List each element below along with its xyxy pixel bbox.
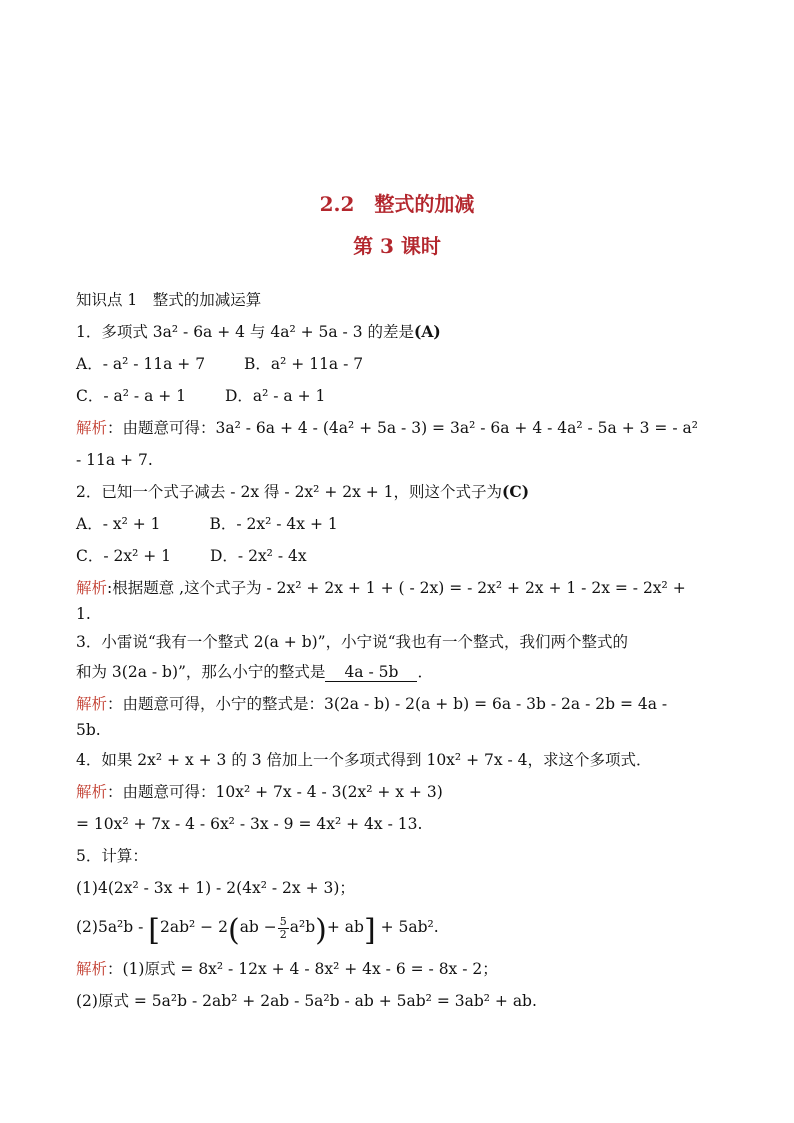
q5-solution-cont: (2)原式 = 5a²b - 2ab² + 2ab - 5a²b - ab + 5ab² = 3ab² + ab. [76,992,537,1010]
q1-option-b: B．a² + 11a - 7 [244,355,364,373]
q1-solution-cont: - 11a + 7. [76,451,153,469]
knowledge-point-heading: 知识点 1 整式的加减运算 [76,291,262,309]
q5-part2-inner1: 2ab² − 2 [160,918,228,936]
q2-solution-cont: 1. [76,605,91,623]
q5-stem: 5．计算： [76,847,148,865]
q1-solution-text: ：由题意可得：3a² - 6a + 4 - (4a² + 5a - 3) = 3a² - 6a + 4 - 4a² - 5a + 3 = - a² [107,419,698,437]
q1-option-d: D．a² - a + 1 [224,387,326,405]
q4-stem: 4．如果 2x² + x + 3 的 3 倍加上一个多项式得到 10x² + 7x - 4，求这个多项式． [76,751,652,769]
right-bracket: ] [363,913,376,948]
left-bracket: [ [148,913,161,948]
q2-solution [76,577,726,599]
q5-solution-text: ：(1)原式 = 8x² - 12x + 4 - 8x² + 4x - 6 = - 8x - 2； [107,960,498,978]
fraction-denominator: 2 [279,927,287,941]
q1-options-row2 [76,385,726,407]
q2-options-row1 [76,513,726,535]
q4-solution-cont: = 10x² + 7x - 4 - 6x² - 3x - 9 = 4x² + 4x - 13. [76,815,423,833]
q3-solution-text: ：由题意可得，小宁的整式是：3(2a - b) - 2(a + b) = 6a - 3b - 2a - 2b = 4a - [107,695,668,713]
q1-option-c: C．- a² - a + 1 [76,387,187,405]
q4-solution [76,781,726,803]
q3-solution-cont: 5b. [76,721,101,739]
q1-stem [76,321,726,343]
q3-stem-end: ． [417,663,433,681]
q2-option-b: B．- 2x² - 4x + 1 [209,515,338,533]
fraction-numerator: 5 [279,914,287,928]
q2-answer: (C) [502,482,530,501]
q1-jiexi-label: 解析 [76,419,108,437]
q3-answer-blank: 4a - 5b [325,663,417,682]
q1-options-row1 [76,353,726,375]
q2-jiexi-label: 解析 [76,579,108,597]
q2-solution-text: :根据题意 ,这个式子为 - 2x² + 2x + 1 + ( - 2x) = - 2x² + 2x + 1 - 2x = - 2x² + [107,579,686,597]
q5-part2-tail: + 5ab². [380,918,439,936]
q5-solution [76,958,726,980]
lesson-title: 第 3 课时 [353,234,441,258]
q3-jiexi-label: 解析 [76,695,108,713]
q3-stem-cont [76,661,726,683]
q1-option-a: A．- a² - 11a + 7 [76,355,206,373]
q3-stem-text: 和为 3(2a - b)”，那么小宁的整式是 [76,663,326,681]
q1-solution [76,417,726,439]
q2-option-c: C．- 2x² + 1 [76,547,172,565]
q4-jiexi-label: 解析 [76,783,108,801]
q5-part2-inner4: + ab [326,918,364,936]
left-paren: ( [227,913,240,948]
q5-part2 [76,912,726,946]
q5-part2-inner3: a²b [289,918,316,936]
section-title: 2.2 整式的加减 [319,192,475,216]
q2-stem-text: 2．已知一个式子减去 - 2x 得 - 2x² + 2x + 1，则这个式子为 [76,483,503,501]
q4-solution-text: ：由题意可得：10x² + 7x - 4 - 3(2x² + x + 3) [107,783,443,801]
right-paren: ) [315,913,327,948]
q5-jiexi-label: 解析 [76,960,108,978]
q3-solution [76,693,726,715]
q2-option-d: D．- 2x² - 4x [209,547,307,565]
q5-part2-inner2: ab − [239,918,277,936]
q5-part1: (1)4(2x² - 3x + 1) - 2(4x² - 2x + 3)； [76,879,355,897]
q2-stem [76,481,726,503]
q3-stem: 3．小雷说“我有一个整式 2(a + b)”，小宁说“我也有一个整式，我们两个整式的 [76,633,629,651]
q5-part2-lead: (2)5a²b - [76,918,144,936]
q2-options-row2 [76,545,726,567]
fraction [278,916,289,941]
q2-option-a: A．- x² + 1 [76,515,161,533]
q1-answer: (A) [414,322,441,341]
q1-stem-text: 1．多项式 3a² - 6a + 4 与 4a² + 5a - 3 的差是 [76,323,414,341]
